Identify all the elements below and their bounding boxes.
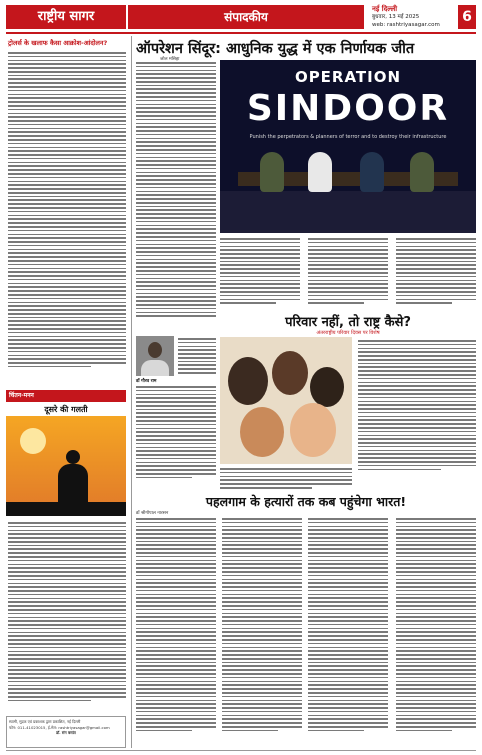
family-member <box>310 367 344 407</box>
lead-body-col3 <box>308 238 388 306</box>
silhouette-head <box>66 450 80 464</box>
website: web: rashtriyasagar.com <box>372 22 440 28</box>
imprint-box <box>6 716 126 748</box>
photo-tagline: Punish the perpetrators & planners of terror and to destroy their infrastructure <box>249 134 447 140</box>
operation-sindoor-photo <box>220 60 476 233</box>
family-member <box>290 403 336 457</box>
family-photo <box>220 337 352 464</box>
officer-figure <box>260 152 284 192</box>
photo-word: SINDOOR <box>246 88 450 129</box>
second-body-col0 <box>178 338 216 376</box>
date: बुधवार, 13 मई 2025 <box>372 14 420 20</box>
footer-rule <box>6 750 476 751</box>
family-member <box>228 357 268 405</box>
imprint-line: स्वामी, मुद्रक एवं प्रकाशक द्वारा प्रकाशित, नई दिल्ली <box>9 719 81 724</box>
page-number: 6 <box>458 5 476 29</box>
second-body-col2 <box>220 468 352 491</box>
masthead-rule <box>6 32 476 34</box>
cartoon-body <box>8 522 126 704</box>
column-divider <box>131 36 132 748</box>
second-body-col3 <box>358 340 476 472</box>
ground <box>6 502 126 516</box>
family-member <box>240 407 284 457</box>
imprint-editor: डॉ. संग बसांत <box>56 730 76 735</box>
author-photo <box>136 336 174 376</box>
left-article-body <box>8 52 126 370</box>
officer-figure <box>360 152 384 192</box>
lead-body-col2 <box>220 238 300 306</box>
cartoon-title: दूसरे की गलती <box>44 405 88 414</box>
lead-headline: ऑपरेशन सिंदूर: आधुनिक युद्ध में एक निर्णायक जीत <box>136 41 415 57</box>
third-body-col1 <box>136 518 216 734</box>
author-body <box>141 360 169 376</box>
second-headline: परिवार नहीं, तो राष्ट्र कैसे? <box>285 315 411 330</box>
left-article-headline: ट्रोलर्स के खलाफ कैसा आक्रोश-आंदोलन? <box>8 39 108 47</box>
imprint-line: फोन: 011-41023015, ई-मेल: rashtriyasagar@gmail.com <box>9 724 110 730</box>
lead-body-col1 <box>136 62 216 319</box>
lead-body-col4 <box>396 238 476 306</box>
cartoon-section-label: चिंतन-मनन <box>6 390 126 402</box>
sun-icon <box>20 428 46 454</box>
silhouette-body <box>58 464 88 504</box>
second-body-col1 <box>136 386 216 481</box>
family-member <box>272 351 308 395</box>
third-body-col2 <box>222 518 302 734</box>
third-headline: पहलगाम के हत्यारों तक कब पहुंचेगा भारत! <box>205 494 407 509</box>
section-title: संपादकीय <box>128 5 364 29</box>
masthead <box>0 0 482 36</box>
photo-floor <box>220 191 476 233</box>
lead-byline: जोल मसिहा <box>160 57 180 62</box>
officer-figure <box>410 152 434 192</box>
city: नई दिल्ली <box>372 5 398 13</box>
sunset-illustration <box>6 416 126 516</box>
third-body-col4 <box>396 518 476 734</box>
third-byline: डॉ श्रीगोपाल नारसन <box>136 511 169 516</box>
edition-info <box>368 5 456 29</box>
brand-logo: राष्ट्रीय सागर <box>6 5 126 29</box>
author-name: डॉ गौरव राम <box>136 379 157 384</box>
photo-title: OPERATION <box>294 68 402 86</box>
second-subhead: अंतरराष्ट्रीय परिवार दिवस पर विशेष <box>316 330 380 336</box>
author-head <box>148 342 162 358</box>
officer-figure <box>308 152 332 192</box>
third-body-col3 <box>308 518 388 734</box>
